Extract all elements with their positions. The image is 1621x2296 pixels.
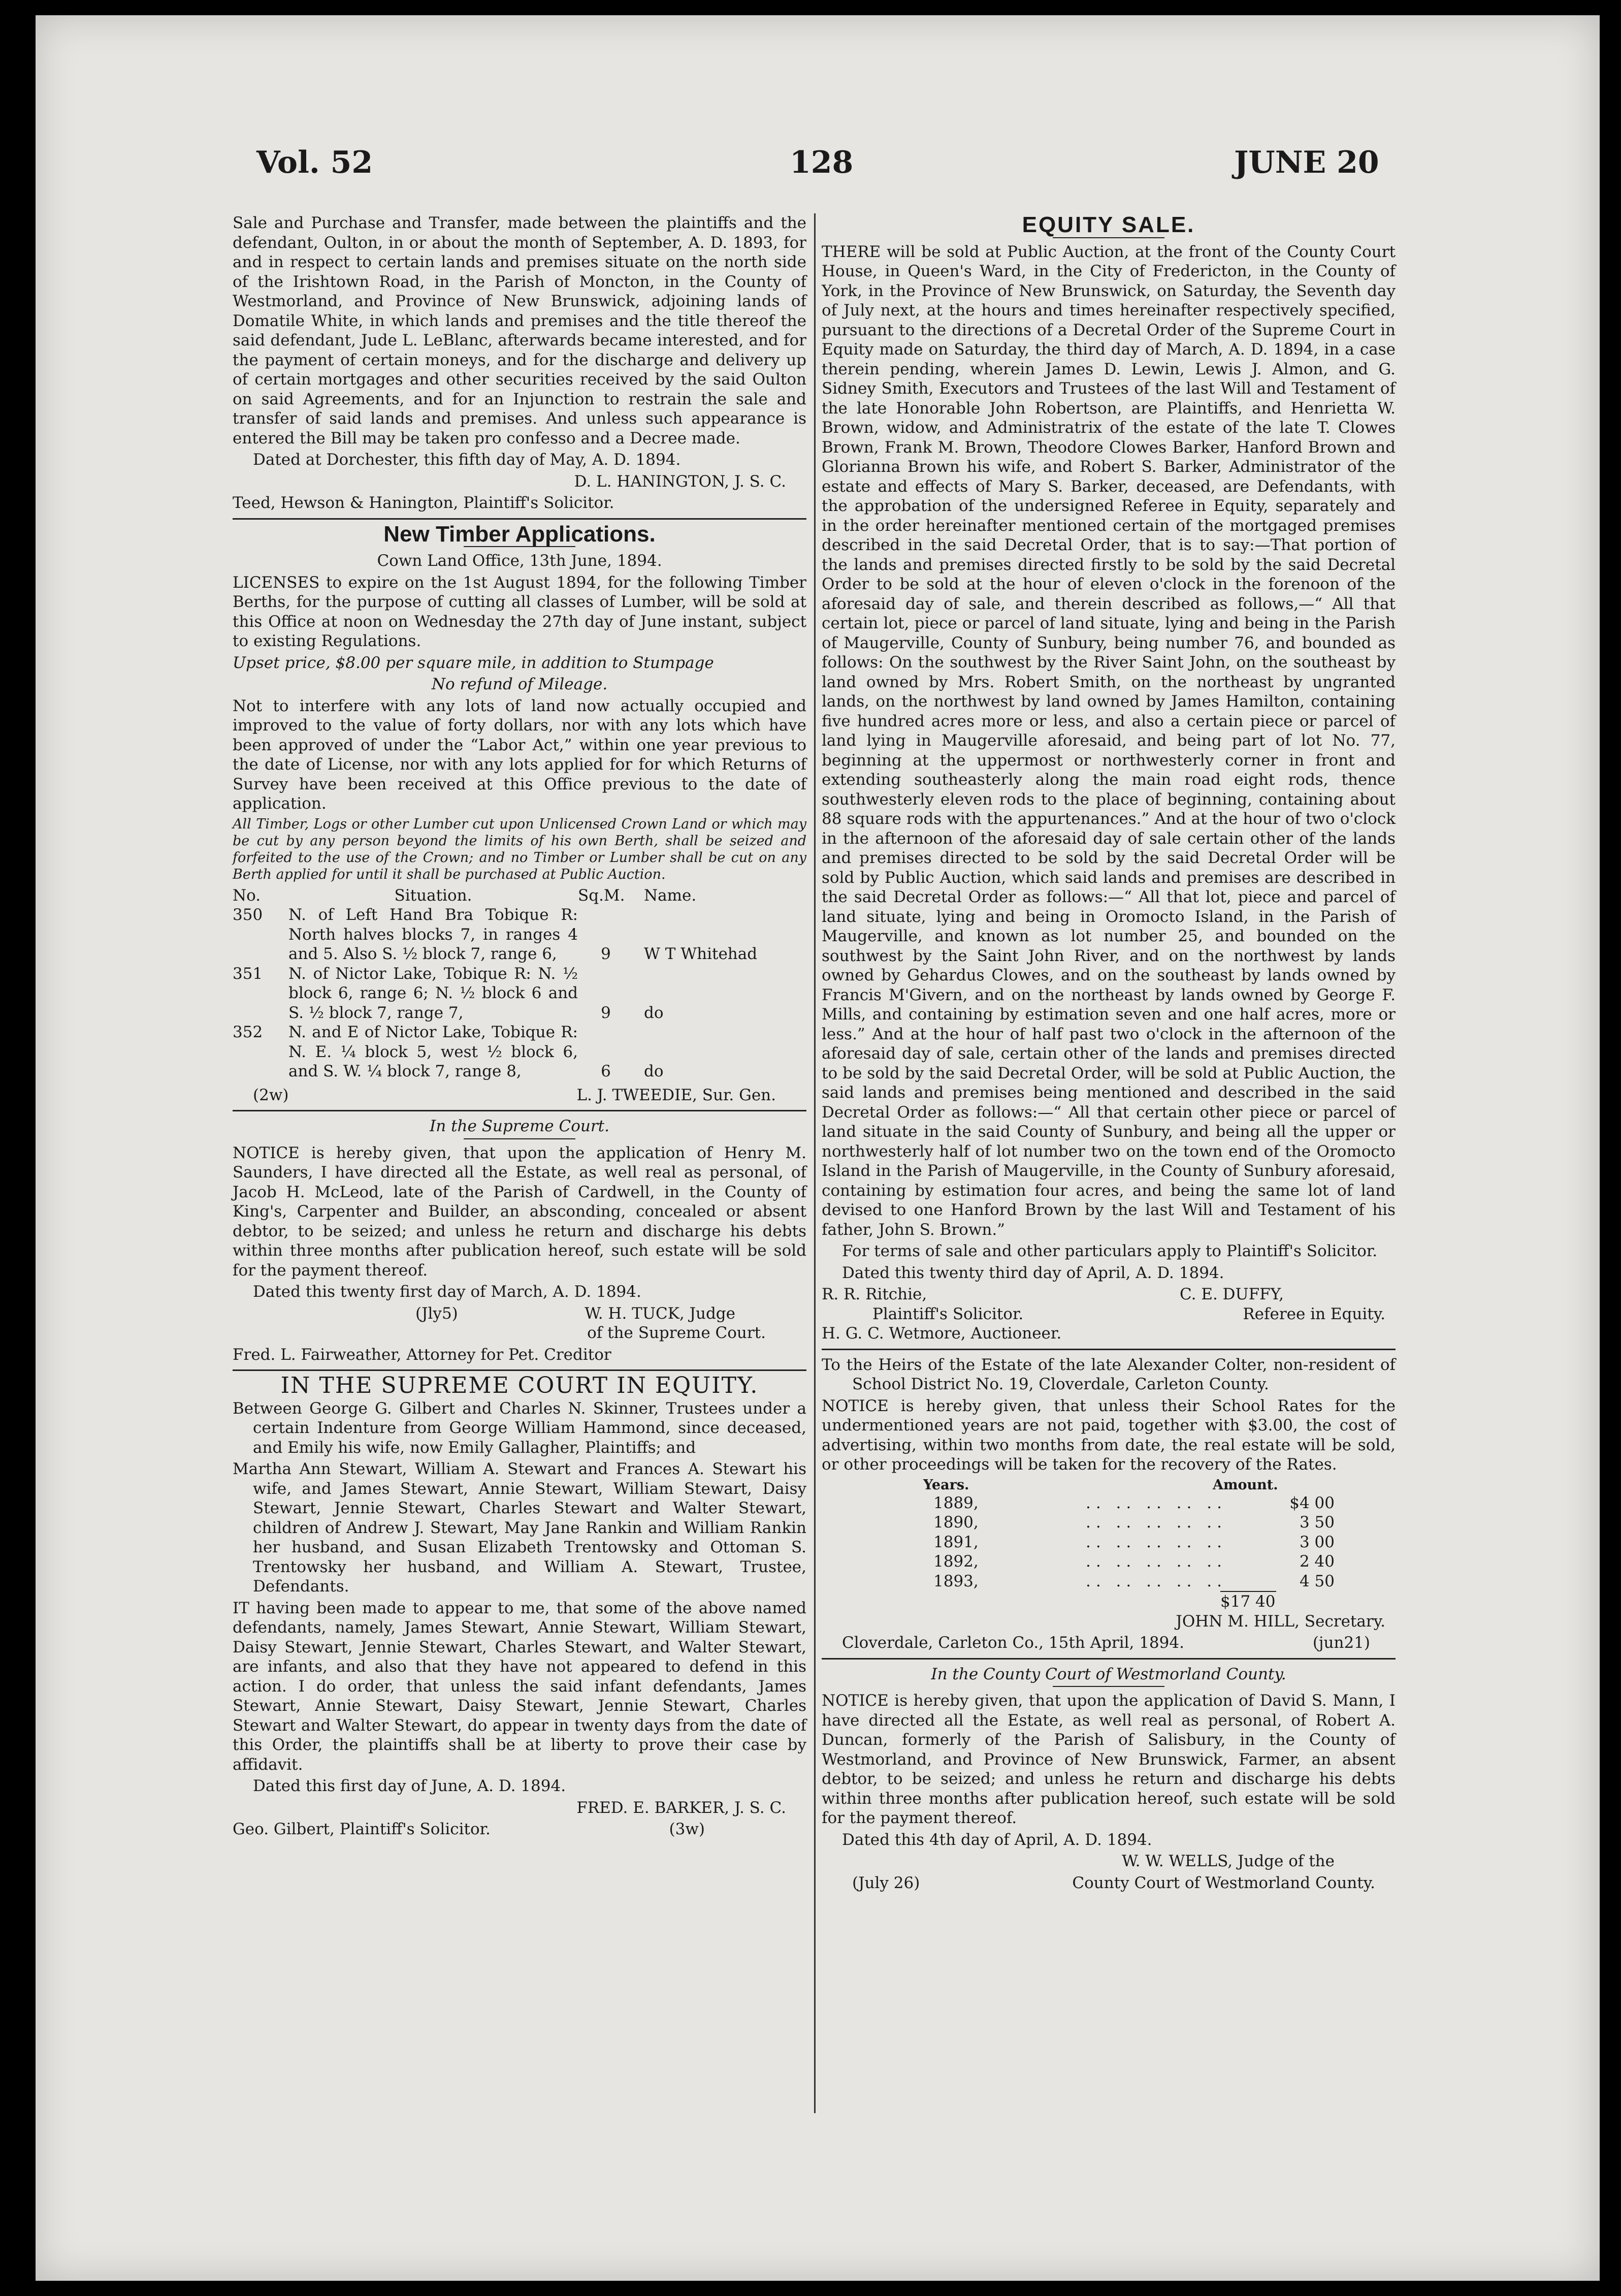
timber-row-name: do [644,1062,664,1080]
referee-role: Referee in Equity. [1243,1304,1385,1323]
equity-court-p1: Between George G. Gilbert and Charles N. Skinner, Trustees under a certain Indenture from George William Hammond, since deceased, and Emily his wife, now Emily Gallagher, Plaintiffs; and [233,1399,806,1457]
col-years: Years. [923,1477,969,1493]
rates-row-amount: 3 50 [1299,1513,1335,1532]
timber-row-situation: N. and E of Nictor Lake, Tobique R: N. E. ¼ block 5, west ½ block 6, and S. W. ¼ block 7, range 8, [288,1023,578,1080]
divider [822,1658,1396,1660]
rates-footer [822,1633,1396,1653]
county-dated: Dated this 4th day of April, A. D. 1894. [842,1830,1152,1849]
equity-sale-terms: For terms of sale and other particulars apply to Plaintiff's Solicitor. [842,1242,1378,1260]
solicitor-role: Plaintiff's Solicitor. [872,1304,1024,1323]
county-title: In the County Court of Westmorland County. [931,1665,1286,1683]
county-paragraph: NOTICE is hereby given, that upon the application of David S. Mann, I have directed all the Estate, as well real as personal, of Robert A. Duncan, formerly of the Parish of Salisbury, in the County of Westmorland, and Province of New Brunswick, Farmer, an absent debtor, to be seized; and unless he return and discharge his debts within three months after publication hereof, such estate will be sold for the payment thereof. [822,1692,1396,1827]
timber-ref: (2w) [253,1086,289,1104]
rates-total: $17 40 [1220,1591,1276,1612]
supreme-ref: (Jly5) [415,1304,458,1323]
equity-sale-title: EQUITY SALE. [1022,212,1195,237]
rates-row-leader: .. .. .. .. .. [1086,1493,1227,1512]
col-name: Name. [644,886,697,905]
rates-row-leader: .. .. .. .. .. [1086,1533,1227,1551]
supreme-signature [233,1304,806,1324]
timber-paragraph-1: LICENSES to expire on the 1st August 1894, for the following Timber Berths, for the purpose of cutting all classes of Lumber, will be sold at this Office at noon on Wednesday the 27th day of June instant, subject to existing Regulations. [233,573,806,650]
supreme-dated: Dated this twenty first day of March, A. D. 1894. [253,1283,641,1301]
rates-row-leader: .. .. .. .. .. [1086,1572,1227,1590]
timber-row [233,964,806,1023]
rates-row-year: 1889, [933,1493,979,1512]
rates-paragraph: NOTICE is hereby given, that unless their School Rates for the undermentioned years are not paid, together with $3.00, the cost of advertising, within two months from date, the real estate will be sold, or other proceedings will be taken for the recovery of the Rates. [822,1396,1396,1474]
rates-row [822,1552,1396,1572]
timber-refund: No refund of Mileage. [431,675,608,693]
rates-row [822,1513,1396,1533]
equity-court-ref: (3w) [669,1820,705,1838]
continued-solicitor: Teed, Hewson & Hanington, Plaintiff's Solicitor. [233,494,614,512]
county-sig1: W. W. WELLS, Judge of the [1122,1852,1335,1870]
col-sqm: Sq.M. [578,886,625,905]
rates-signature: JOHN M. HILL, Secretary. [1176,1612,1385,1631]
supreme-paragraph: NOTICE is hereby given, that upon the application of Henry M. Saunders, I have directed all the Estate, as well real as personal, of Jacob H. McLeod, late of the Parish of Cardwell, in the County of King's, Carpenter and Builder, an absconding, concealed or absent debtor, to be seized; and unless he return and discharge his debts within three months after publication hereof, such estate will be sold for the payment thereof. [233,1143,806,1280]
timber-row-name: W T Whitehad [644,945,758,963]
continued-paragraph: Sale and Purchase and Transfer, made between the plaintiffs and the defendant, Oulton, in or about the month of September, A. D. 1893, for and in respect to certain lands and premises situate on the north side of the Irishtown Road, in the Parish of Moncton, in the County of Westmorland, and Province of New Brunswick, adjoining lands of Domatile White, in which lands and premises and the title thereof the said defendant, Jude L. LeBlanc, afterwards became interested, and for the payment of certain moneys, and for the discharge and delivery up of certain mortgages and other securities received by the said Oulton on said Agreements, and for an Injunction to restrain the sale and transfer of said lands and premises. And unless such appearance is entered the Bill may be taken pro confesso and a Decree made. [233,214,806,448]
rates-row-leader: .. .. .. .. .. [1086,1513,1227,1532]
timber-title: New Timber Applications. [383,521,656,547]
col-no: No. [233,886,261,905]
timber-row-name: do [644,1003,664,1022]
rates-row [822,1493,1396,1513]
equity-court-p3: IT having been made to appear to me, that some of the above named defendants, namely, James Stewart, Annie Stewart, William Stewart, Daisy Stewart, Jennie Stewart, Charles Stewart, and Walter Stewart, are infants, and also that they have not appeared to defend in this action. I do order, that unless the said infant defendants, James Stewart, Annie Stewart, Daisy Stewart, Jennie Stewart, Charles Stewart and Walter Stewart, do appear in twenty days from the date of this Order, the plaintiffs shall be at liberty to prove their case by affidavit. [233,1599,806,1774]
timber-row-situation: N. of Nictor Lake, Tobique R: N. ½ block 6, range 6; N. ½ block 6 and S. ½ block 7, range 7, [288,964,578,1022]
divider [233,1369,806,1371]
timber-paragraph-2: Not to interfere with any lots of land now actually occupied and improved to the value of forty dollars, nor with any lots which have been approved of under the “Labor Act,” within one year previous to the date of License, nor with any lots applied for for which Returns of Survey have been received at this Office previous to the date of application. [233,696,806,813]
timber-row [233,1023,806,1081]
divider [464,1138,575,1139]
rates-place: Cloverdale, Carleton Co., 15th April, 1894. [842,1634,1184,1652]
timber-row-no: 350 [233,906,263,924]
equity-court-footer [233,1820,806,1839]
supreme-sig1: W. H. TUCK, Judge [585,1304,735,1323]
supreme-title: In the Supreme Court. [430,1117,609,1135]
timber-upset-price: Upset price, $8.00 per square mile, in addition to Stumpage [233,653,714,672]
rates-row [822,1533,1396,1552]
referee-name: C. E. DUFFY, [1180,1285,1284,1303]
page-number: 128 [790,145,854,180]
equity-sale-paragraph: THERE will be sold at Public Auction, at the front of the County Court House, in Queen's Ward, in the City of Fredericton, in the County of York, in the Province of New Brunswick, on Saturday, the Seventh day of July next, at the hours and times hereinafter respectively specified, pursuant to the directions of a Decretal Order of the Supreme Court in Equity made on Saturday, the third day of March, A. D. 1894, in a case therein pending, wherein James D. Lewin, Lewis J. Almon, and G. Sidney Smith, Executors and Trustees of the last Will and Testament of the late Honorable John Robertson, are Plaintiffs, and Henrietta W. Brown, widow, and Administratrix of the estate of the late T. Clowes Brown, Frank M. Brown, Theodore Clowes Barker, Hanford Brown and Glorianna Brown his wife, and Robert S. Barker, Administrator of the estate and effects of Mary S. Barker, deceased, are Defendants, with the approbation of the undersigned Referee in Equity, separately and in the order hereinafter mentioned certain of the mortgaged premises described in the said Decretal Order, that is to say:—That portion of the lands and premises directed firstly to be sold by the said Decretal Order to be sold at the hour of eleven o'clock in the forenoon of the aforesaid day of sale, and therein described as follows,—“ All that certain lot, piece or parcel of land situate, lying and being in the Parish of Maugerville, County of Sunbury, being number 76, and bounded as follows: On the southwest by the River Saint John, on the southeast by land owned by Mrs. Robert Smith, on the northeast by ungranted lands, on the northwest by land owned by James Hamilton, containing five hundred acres more or less, and also a certain piece or parcel of land lying in Maugerville aforesaid, and being part of lot No. 77, beginning at the uppermost or northwesterly corner in front and extending southeasterly along the main road eight rods, thence southwesterly eleven rods to the place of beginning, containing about 88 square rods with the appurtenances.” And at the hour of two o'clock in the afternoon of the aforesaid day of sale certain other of the lands and premises directed to be sold by the said Decretal Order will be sold by Public Auction, which said lands and premises are described in the said Decretal Order as follows:—“ All that lot, piece and parcel of land situate, lying and being in Oromocto Island, in the Parish of Maugerville, and known as lot number 25, and bounded on the southwest by the Saint John River, and on the northwest by lands owned by Gehardus Clowes, and on the southeast by lands owned by Francis M'Givern, and on the northeast by lands owned by George F. Mills, and containing by estimation seven and one half acres, more or less.” And at the hour of half past two o'clock in the afternoon of the aforesaid day of sale, certain other of the lands and premises directed to be sold by the said Decretal Order, will be sold at Public Auction, the said lands and premises being mentioned and described in the said Decretal Order as follows:—“ All that certain other piece or parcel of land situate in the said County of Sunbury, and being all the upper or northwesterly half of lot number two on the town end of the Oromocto Island in the Parish of Maugerville, in the County of Sunbury aforesaid, containing by estimation four acres, and being the same lot of land devised to one Hanford Brown by the last Will and Testament of his father, John S. Brown.” [822,242,1396,1239]
county-ref: (July 26) [852,1873,920,1892]
timber-table [233,905,806,1081]
rates-row-amount: $4 00 [1289,1493,1335,1512]
timber-row-sqm: 6 [601,1062,611,1080]
rates-row-amount: 3 00 [1299,1533,1335,1551]
county-sig2: County Court of Westmorland County. [1072,1873,1375,1892]
col-situation: Situation. [394,886,472,905]
rates-table [822,1493,1396,1591]
issue-date: JUNE 20 [1234,145,1379,180]
equity-sale-dated: Dated this twenty third day of April, A. D. 1894. [842,1263,1224,1282]
rates-row-amount: 4 50 [1299,1572,1335,1590]
equity-court-dated: Dated this first day of June, A. D. 1894. [253,1777,566,1795]
timber-office: Cown Land Office, 13th June, 1894. [377,552,662,570]
timber-table-header [233,886,806,906]
divider [233,1110,806,1111]
supreme-sig2: of the Supreme Court. [587,1324,766,1342]
rates-ref: (jun21) [1312,1634,1370,1652]
divider [233,518,806,520]
timber-footer [233,1086,806,1105]
rates-row [822,1572,1396,1591]
right-column [822,213,1396,1893]
equity-court-solicitor: Geo. Gilbert, Plaintiff's Solicitor. [233,1820,491,1838]
rates-row-year: 1891, [933,1533,979,1551]
divider [822,1349,1396,1350]
rates-row-year: 1892, [933,1552,979,1571]
divider [1053,1686,1164,1687]
timber-row-sqm: 9 [601,1003,611,1022]
timber-row-no: 352 [233,1023,263,1041]
timber-row-sqm: 9 [601,945,611,963]
timber-signature: L. J. TWEEDIE, Sur. Gen. [576,1086,776,1104]
equity-court-p2: Martha Ann Stewart, William A. Stewart and Frances A. Stewart his wife, and James Stewart, Annie Stewart, William Stewart, Daisy Stewart, Jennie Stewart, Charles Stewart and Walter Stewart, children of Andrew J. Stewart, May Jane Rankin and William Rankin her husband, and Susan Elizabeth Trentowsky and Ottoman S. Trentowsky her husband, and William A. Stewart, Trustee, Defendants. [233,1460,806,1596]
supreme-attorney: Fred. L. Fairweather, Attorney for Pet. Creditor [233,1345,611,1364]
left-column [233,213,806,1839]
rates-row-amount: 2 40 [1299,1552,1335,1571]
continued-dated: Dated at Dorchester, this fifth day of May, A. D. 1894. [253,451,681,469]
county-footer [822,1873,1396,1893]
equity-court-signature: FRED. E. BARKER, J. S. C. [576,1798,786,1817]
timber-paragraph-3: All Timber, Logs or other Lumber cut upon Unlicensed Crown Land or which may be cut by any person beyond the limits of his own Berth, shall be seized and forfeited to the use of the Crown; and no Timber or Lumber shall be cut on any Berth applied for until it shall be purchased at Public Auction. [233,816,806,882]
rates-intro: To the Heirs of the Estate of the late Alexander Colter, non-resident of School District No. 19, Cloverdale, Carleton County. [822,1355,1396,1393]
timber-row-no: 351 [233,964,263,983]
rates-row-leader: .. .. .. .. .. [1086,1552,1227,1571]
rates-row-year: 1893, [933,1572,979,1590]
equity-sale-signatures-2 [822,1304,1396,1324]
continued-signature: D. L. HANINGTON, J. S. C. [574,472,786,491]
equity-court-title: IN THE SUPREME COURT IN EQUITY. [280,1373,759,1398]
volume-label: Vol. 52 [256,145,373,180]
col-amount: Amount. [1213,1477,1278,1493]
solicitor-name: R. R. Ritchie, [822,1285,927,1303]
timber-row-situation: N. of Left Hand Bra Tobique R: North halves blocks 7, in ranges 4 and 5. Also S. ½ block 7, range 6, [288,906,578,963]
timber-row [233,905,806,964]
rates-table-header [822,1477,1396,1493]
rates-row-year: 1890, [933,1513,979,1532]
column-divider [814,213,816,2113]
equity-sale-signatures-1 [822,1285,1396,1304]
equity-sale-auctioneer: H. G. C. Wetmore, Auctioneer. [822,1324,1062,1343]
